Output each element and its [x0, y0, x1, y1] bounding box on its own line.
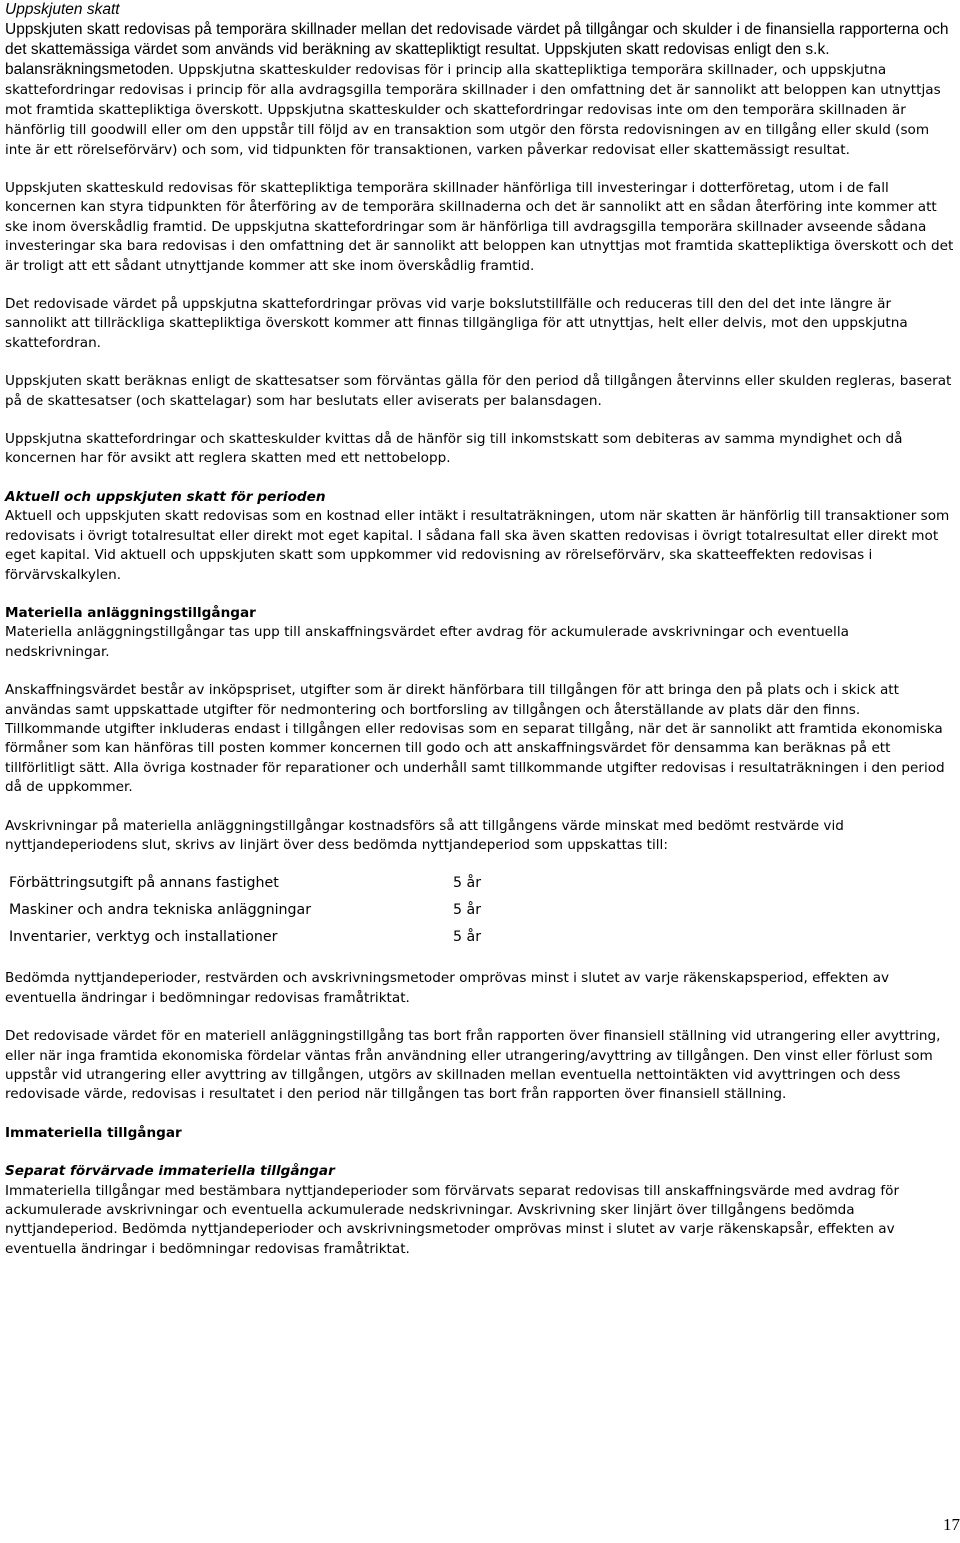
- paragraph-anskaffningsvarde: Anskaffningsvärdet består av inköpspriset, utgifter som är direkt hänförbara till tillgången för att bringa den på plats och i skick att användas samt uppskattade utgifter för nedmontering och bortforsling av tillgången och återställande av plats där den finns. Tillkommande utgifter inkluderas endast i tillgången eller redovisas som en separat tillgång, när det är sannolikt att framtida ekonomiska förmåner som kan hänföras till posten kommer koncernen till godo och att anskaffningsvärdet för densamma kan beräknas på ett tillförlitligt sätt. Alla övriga kostnader för reparationer och underhåll samt tillkommande utgifter redovisas i resultaträkningen i den period då de uppkommer.: [5, 682, 945, 796]
- table-row: [5, 869, 481, 896]
- paragraph-uppskjuten-skatt-intro: [5, 20, 955, 160]
- depreciation-period: 5 år: [453, 901, 482, 918]
- paragraph-kvittning: Uppskjutna skattefordringar och skatteskulder kvittas då de hänför sig till inkomstskatt som debiteras av samma myndighet och då koncernen har för avsikt att reglera skatten med ett nettobelopp.: [5, 431, 903, 467]
- depreciation-item: Förbättringsutgift på annans fastighet: [9, 874, 279, 891]
- depreciation-period: 5 år: [453, 874, 482, 891]
- paragraph-borttagande: Det redovisade värdet för en materiell anläggningstillgång tas bort från rapporten över finansiell ställning vid utrangering eller avyttring, eller när inga framtida ekonomiska fördelar väntas från användning eller utrangering/avyttring av tillgången. Den vinst eller förlust som uppstår vid utrangering eller avyttring av tillgången, utgörs av skillnaden mellan eventuella nettointäkten vid avyttringen och dess redovisade värde, redovisas i resultatet i den period när tillgången tas bort från rapporten över finansiell ställning.: [5, 1028, 941, 1103]
- depreciation-item: Maskiner och andra tekniska anläggningar: [9, 901, 312, 918]
- paragraph-omprovning: Bedömda nyttjandeperioder, restvärden och avskrivningsmetoder omprövas minst i slutet av varje räkenskapsperiod, effekten av eventuella ändringar i bedömningar redovisas framåtriktat.: [5, 970, 890, 1006]
- paragraph-skattesatser: Uppskjuten skatt beräknas enligt de skattesatser som förväntas gälla för den period då tillgången återvinns eller skulden regleras, baserat på de skattesatser (och skattelagar) som har beslutats eller aviserats per balansdagen.: [5, 373, 952, 409]
- paragraph-materiella-intro: Materiella anläggningstillgångar tas upp till anskaffningsvärdet efter avdrag för ackumulerade avskrivningar och eventuella nedskrivningar.: [5, 624, 849, 660]
- depreciation-period: 5 år: [453, 928, 482, 945]
- paragraph-skatteskuld-dotterforetag: Uppskjuten skatteskuld redovisas för skattepliktiga temporära skillnader hänförliga till investeringar i dotterföretag, utom i de fall koncernen kan styra tidpunkten för återföring av de temporära skillnaderna och det är sannolikt att en sådan återföring inte kommer att ske inom överskådlig framtid. De uppskjutna skattefordringar som är hänförliga till avdragsgilla temporära skillnader avseende sådana investeringar ska bara redovisas i den omfattning det är sannolikt att beloppen kan utnyttjas mot framtida skattepliktiga överskott och det är troligt att ett sådant utnyttjande kommer att ske inom överskådlig framtid.: [5, 180, 954, 274]
- page-number: 17: [943, 1515, 960, 1534]
- depreciation-item: Inventarier, verktyg och installationer: [9, 928, 278, 945]
- paragraph-avskrivningar: Avskrivningar på materiella anläggningstillgångar kostnadsförs så att tillgångens värde minskat med bedömt restvärde vid nyttjandeperiodens slut, skrivs av linjärt över dess bedömda nyttjandeperiod som uppskattas till:: [5, 817, 844, 853]
- table-row: [5, 896, 481, 923]
- section-title-immateriella: Immateriella tillgångar: [5, 1124, 182, 1141]
- intro-sentence: Uppskjuten skatt redovisas på temporära skillnader mellan det redovisade värdet på tillgångar och skulder i de finansiella rapporterna och det skattemässiga värdet som används vid beräkning av skattepliktigt resultat. Uppskjuten skatt redovisas enligt den s.k. balansräkningsmetoden.: [5, 21, 949, 78]
- section-title-materiella: Materiella anläggningstillgångar: [5, 604, 256, 621]
- section-title-aktuell-skatt: Aktuell och uppskjuten skatt för perioden: [5, 488, 326, 505]
- intro-continuation: Uppskjutna skatteskulder redovisas för i princip alla skattepliktiga temporära skillnader, och uppskjutna skattefordringar redovisas i princip för alla avdragsgilla temporära skillnader i den omfattning det är sannolikt att beloppen kan utnyttjas mot framtida skattepliktiga överskott. Uppskjutna skatteskulder och skattefordringar redovisas inte om den temporära skillnaden är hänförlig till goodwill eller om den uppstår till följd av en transaktion som utgör den första redovisningen av en tillgång eller skuld (som inte är ett rörelseförvärv) och som, vid tidpunkten för transaktionen, varken påverkar redovisat eller skattemässigt resultat.: [5, 62, 941, 158]
- paragraph-provning-skattefordringar: Det redovisade värdet på uppskjutna skattefordringar prövas vid varje bokslutstillfälle och reduceras till den del det inte längre är sannolikt att tillräckliga skattepliktiga överskott kommer att finnas tillgängliga för att utnyttjas, helt eller delvis, mot den uppskjutna skattefordran.: [5, 296, 908, 351]
- paragraph-aktuell-skatt: Aktuell och uppskjuten skatt redovisas som en kostnad eller intäkt i resultaträkningen, utom när skatten är hänförlig till transaktioner som redovisats i övrigt totalresultat eller direkt mot eget kapital. I sådana fall ska även skatten redovisas i övrigt totalresultat eller direkt mot eget kapital. Vid aktuell och uppskjuten skatt som uppkommer vid redovisning av rörelseförvärv, ska skatteeffekten redovisas i förvärvskalkylen.: [5, 508, 950, 583]
- subsection-title-separat-forvarvade: Separat förvärvade immateriella tillgångar: [5, 1163, 335, 1180]
- paragraph-immateriella: Immateriella tillgångar med bestämbara nyttjandeperioder som förvärvats separat redovisas till anskaffningsvärde med avdrag för ackumulerade avskrivningar och eventuella ackumulerade nedskrivningar. Avskrivning sker linjärt över tillgångens bedömda nyttjandeperiod. Bedömda nyttjandeperioder och avskrivningsmetoder omprövas minst i slutet av varje räkenskapsår, effekten av eventuella ändringar i bedömningar redovisas framåtriktat.: [5, 1182, 900, 1257]
- depreciation-table: [5, 869, 481, 950]
- section-title-uppskjuten-skatt: Uppskjuten skatt: [5, 1, 120, 18]
- table-row: [5, 923, 481, 950]
- document-page: [5, 0, 955, 1278]
